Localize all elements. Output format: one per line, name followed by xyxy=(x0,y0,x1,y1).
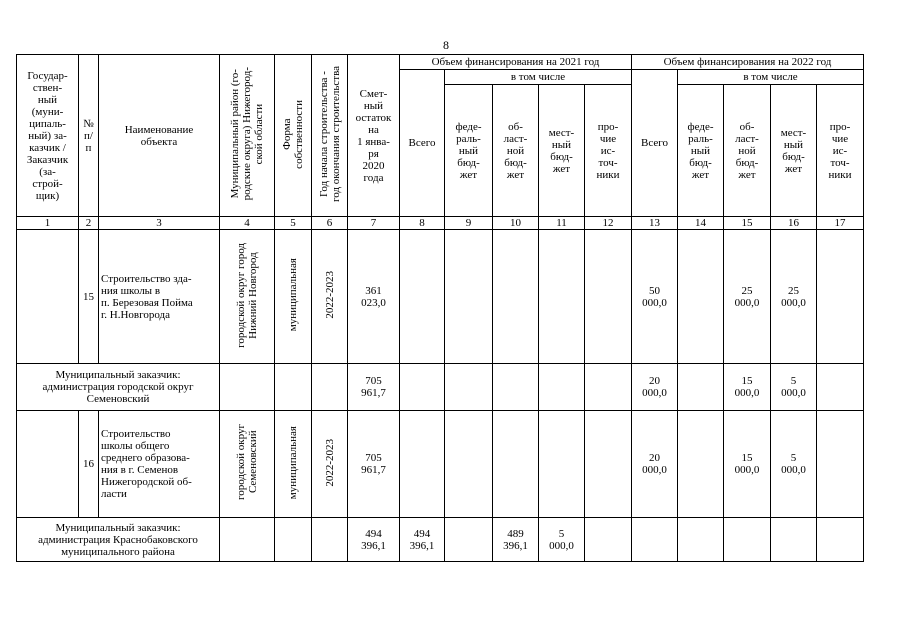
header-including-2021: в том числе xyxy=(445,70,632,85)
cell-num: 16 xyxy=(79,411,99,518)
header-num: № п/ п xyxy=(79,55,99,217)
col-number: 14 xyxy=(678,217,724,230)
cell-total-2021: 494 396,1 xyxy=(400,518,445,562)
cell-regional-2022 xyxy=(724,518,771,562)
cell-other-2022 xyxy=(817,518,864,562)
cell-local-2022: 25 000,0 xyxy=(771,230,817,364)
cell-district xyxy=(220,364,275,411)
cell-ownership: муниципальная xyxy=(275,230,312,364)
cell-estimate: 494 396,1 xyxy=(348,518,400,562)
cell-regional-2021: 489 396,1 xyxy=(493,518,539,562)
header-federal-2022: феде- раль- ный бюд- жет xyxy=(678,85,724,217)
cell-total-2021 xyxy=(400,364,445,411)
cell-num: 15 xyxy=(79,230,99,364)
cell-regional-2022: 25 000,0 xyxy=(724,230,771,364)
cell-local-2021 xyxy=(539,411,585,518)
cell-total-2021 xyxy=(400,230,445,364)
col-number: 11 xyxy=(539,217,585,230)
cell-object-name: Строительство школы общего среднего образова- ния в г. Семенов Нижегородской об- ласти xyxy=(99,411,220,518)
customer-label: Муниципальный заказчик: администрация городской округ Семеновский xyxy=(17,364,220,411)
header-local-2021: мест- ный бюд- жет xyxy=(539,85,585,217)
table-row xyxy=(17,230,864,364)
cell-district: городской округ Семеновский xyxy=(220,411,275,518)
header-total-2022: Всего xyxy=(632,70,678,217)
cell-other-2022 xyxy=(817,230,864,364)
header-estimate: Смет- ный остаток на 1 янва- ря 2020 года xyxy=(348,55,400,217)
cell-estimate: 705 961,7 xyxy=(348,411,400,518)
cell-other-2021 xyxy=(585,411,632,518)
cell-ownership xyxy=(275,364,312,411)
col-number: 9 xyxy=(445,217,493,230)
header-other-2022: про- чие ис- точ- ники xyxy=(817,85,864,217)
cell-estimate: 705 961,7 xyxy=(348,364,400,411)
cell-other-2021 xyxy=(585,518,632,562)
cell-federal-2021 xyxy=(445,518,493,562)
cell-federal-2022 xyxy=(678,230,724,364)
col-number: 6 xyxy=(312,217,348,230)
cell-other-2021 xyxy=(585,230,632,364)
cell-years: 2022-2023 xyxy=(312,230,348,364)
header-years: Год начала строительства - год окончания строительства xyxy=(312,55,348,217)
cell-local-2022: 5 000,0 xyxy=(771,364,817,411)
col-number: 2 xyxy=(79,217,99,230)
cell-ownership: муниципальная xyxy=(275,411,312,518)
cell-regional-2021 xyxy=(493,230,539,364)
cell-federal-2022 xyxy=(678,518,724,562)
header-fin-2022: Объем финансирования на 2022 год xyxy=(632,55,864,70)
cell-federal-2022 xyxy=(678,364,724,411)
cell-federal-2022 xyxy=(678,411,724,518)
cell-other-2022 xyxy=(817,411,864,518)
header-customer: Государ- ствен- ный (муни- ципаль- ный) за- казчик / Заказчик (за- строй- щик) xyxy=(17,55,79,217)
col-number: 4 xyxy=(220,217,275,230)
cell-regional-2021 xyxy=(493,364,539,411)
table-row xyxy=(17,411,864,518)
cell-federal-2021 xyxy=(445,230,493,364)
cell-regional-2021 xyxy=(493,411,539,518)
table-row-customer xyxy=(17,518,864,562)
cell-total-2022: 20 000,0 xyxy=(632,411,678,518)
cell-local-2021 xyxy=(539,364,585,411)
cell-years xyxy=(312,518,348,562)
cell-total-2022 xyxy=(632,518,678,562)
cell-district xyxy=(220,518,275,562)
header-object-name: Наименование объекта xyxy=(99,55,220,217)
cell-estimate: 361 023,0 xyxy=(348,230,400,364)
header-fin-2021: Объем финансирования на 2021 год xyxy=(400,55,632,70)
cell-customer xyxy=(17,230,79,364)
cell-customer xyxy=(17,411,79,518)
cell-federal-2021 xyxy=(445,411,493,518)
financing-table xyxy=(16,54,864,562)
col-number: 17 xyxy=(817,217,864,230)
page-number: 8 xyxy=(443,38,449,52)
header-total-2021: Всего xyxy=(400,70,445,217)
col-number: 5 xyxy=(275,217,312,230)
cell-total-2022: 50 000,0 xyxy=(632,230,678,364)
cell-years: 2022-2023 xyxy=(312,411,348,518)
cell-regional-2022: 15 000,0 xyxy=(724,364,771,411)
col-number: 12 xyxy=(585,217,632,230)
header-district: Муниципальный район (го- родские округа) Нижегород- ской области xyxy=(220,55,275,217)
cell-local-2021: 5 000,0 xyxy=(539,518,585,562)
cell-total-2022: 20 000,0 xyxy=(632,364,678,411)
col-number: 7 xyxy=(348,217,400,230)
cell-other-2022 xyxy=(817,364,864,411)
col-number: 8 xyxy=(400,217,445,230)
cell-total-2021 xyxy=(400,411,445,518)
cell-district: городской округ город Нижний Новгород xyxy=(220,230,275,364)
cell-years xyxy=(312,364,348,411)
col-number: 10 xyxy=(493,217,539,230)
cell-local-2021 xyxy=(539,230,585,364)
header-ownership: Форма собственности xyxy=(275,55,312,217)
table-row-customer xyxy=(17,364,864,411)
cell-local-2022: 5 000,0 xyxy=(771,411,817,518)
col-number: 3 xyxy=(99,217,220,230)
col-number: 1 xyxy=(17,217,79,230)
cell-object-name: Строительство зда- ния школы в п. Березовая Пойма г. Н.Новгорода xyxy=(99,230,220,364)
col-number: 15 xyxy=(724,217,771,230)
header-local-2022: мест- ный бюд- жет xyxy=(771,85,817,217)
cell-regional-2022: 15 000,0 xyxy=(724,411,771,518)
header-regional-2022: об- ласт- ной бюд- жет xyxy=(724,85,771,217)
cell-federal-2021 xyxy=(445,364,493,411)
cell-ownership xyxy=(275,518,312,562)
col-number: 13 xyxy=(632,217,678,230)
customer-label: Муниципальный заказчик: администрация Краснобаковского муниципального района xyxy=(17,518,220,562)
header-including-2022: в том числе xyxy=(678,70,864,85)
header-other-2021: про- чие ис- точ- ники xyxy=(585,85,632,217)
header-federal-2021: феде- раль- ный бюд- жет xyxy=(445,85,493,217)
cell-other-2021 xyxy=(585,364,632,411)
header-regional-2021: об- ласт- ной бюд- жет xyxy=(493,85,539,217)
cell-local-2022 xyxy=(771,518,817,562)
col-number: 16 xyxy=(771,217,817,230)
